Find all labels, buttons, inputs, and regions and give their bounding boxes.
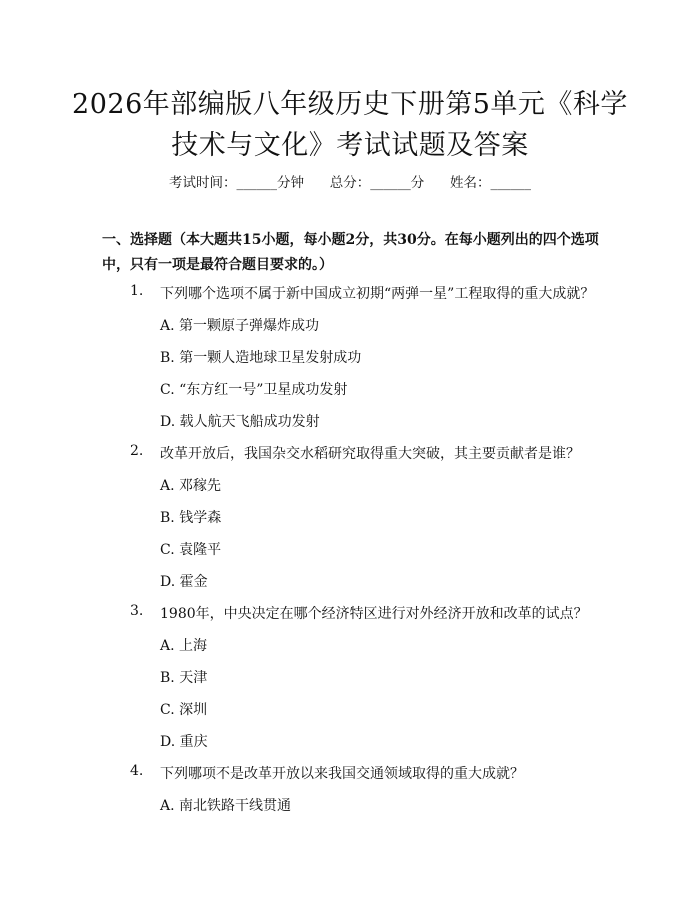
time-blank: ______ [236,175,277,191]
exam-info-line [0,171,700,191]
section-heading: 一、选择题（本大题共15小题，每小题2分，共30分。在每小题列出的四个选项中，只有一项是最符合题目要求的。） [102,232,599,273]
question-option: B. 钱学森 [160,510,222,526]
question-option: A. 邓稼先 [160,478,222,494]
question-number: 1. [130,283,144,299]
document-title: 2026年部编版八年级历史下册第5单元《科学技术与文化》考试试题及答案 [72,89,628,161]
name-blank: ______ [490,175,531,191]
question-number: 3. [130,603,144,619]
question-number: 4. [130,763,144,779]
score-label: 总分： [329,175,371,191]
question-option: A. 南北铁路干线贯通 [160,798,292,814]
score-unit: 分 [410,175,425,191]
question-text: 下列哪个选项不属于新中国成立初期“两弹一星”工程取得的重大成就？ [160,286,595,302]
question-option: D. 重庆 [160,734,208,750]
time-unit: 分钟 [277,175,304,191]
question-option: C. “东方红一号”卫星成功发射 [160,382,348,398]
question-option: A. 第一颗原子弹爆炸成功 [160,318,320,334]
question-option: D. 载人航天飞船成功发射 [160,414,320,430]
question-option: B. 第一颗人造地球卫星发射成功 [160,350,362,366]
question-text: 改革开放后，我国杂交水稻研究取得重大突破，其主要贡献者是谁？ [160,446,580,462]
question-text: 1980年，中央决定在哪个经济特区进行对外经济开放和改革的试点？ [160,606,588,622]
score-blank: ______ [370,175,411,191]
name-label: 姓名： [450,175,491,191]
question-option: C. 袁隆平 [160,542,222,558]
question-text: 下列哪项不是改革开放以来我国交通领域取得的重大成就？ [160,766,524,782]
time-label: 考试时间： [169,175,237,191]
question-option: B. 天津 [160,670,208,686]
question-option: D. 霍金 [160,574,208,590]
question-option: A. 上海 [160,638,208,654]
question-option: C. 深圳 [160,702,208,718]
question-number: 2. [130,443,144,459]
